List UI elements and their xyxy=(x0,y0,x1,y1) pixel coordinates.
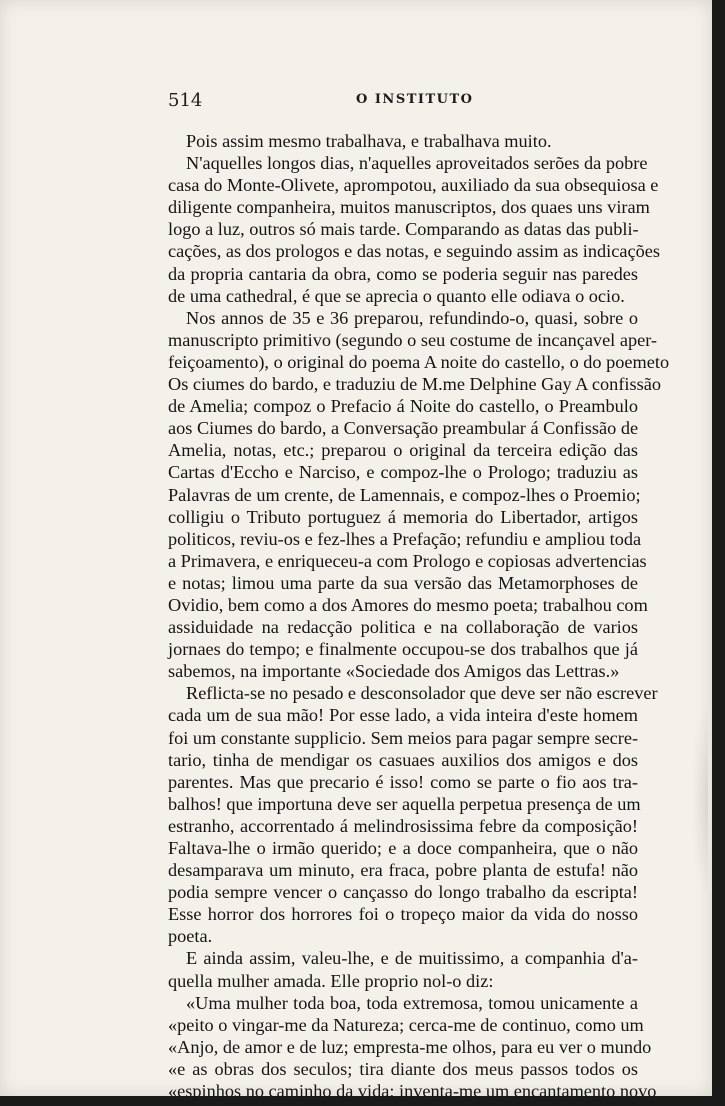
text-line: de Amelia; compoz o Prefacio á Noite do castello, o Preambulo xyxy=(168,396,638,417)
text-line: «peito o vingar-me da Natureza; cerca-me de continuo, como um xyxy=(168,1014,644,1035)
text-line: assiduidade na redacção politica e na collaboração de varios xyxy=(168,617,638,638)
text-line: colligiu o Tributo portuguez á memoria do Libertador, artigos xyxy=(168,506,638,527)
text-line: E ainda assim, valeu-lhe, e de muitissimo, a companhia d'a- xyxy=(186,948,638,969)
text-line: poeta. xyxy=(168,926,213,947)
text-line: Amelia, notas, etc.; preparou o original da terceira edição das xyxy=(168,440,638,461)
text-line: parentes. Mas que precario é isso! como se parte o fio aos tra- xyxy=(168,771,638,792)
text-line: «e as obras dos seculos; tira diante dos meus passos todos os xyxy=(168,1058,638,1079)
text-line: diligente companheira, muitos manuscriptos, dos quaes uns viram xyxy=(168,197,650,218)
page-header xyxy=(168,90,638,114)
text-line: a Primavera, e enriqueceu-a com Prologo e copiosas advertencias xyxy=(168,550,647,571)
text-line: balhos! que importuna deve ser aquella perpetua presença de um xyxy=(168,793,641,814)
text-line: sabemos, na importante «Sociedade dos Amigos das Lettras.» xyxy=(168,661,620,682)
text-line: Os ciumes do bardo, e traduziu de M.me Delphine Gay A confissão xyxy=(168,374,661,395)
body-text xyxy=(168,130,670,1102)
text-line: Palavras de um crente, de Lamennais, e compoz-lhes o Proemio; xyxy=(168,484,641,505)
text-line: manuscripto primitivo (segundo o seu costume de incançavel aper- xyxy=(168,329,658,350)
text-line: Faltava-lhe o irmão querido; e a doce companheira, que o não xyxy=(168,838,638,858)
text-line: foi um constante supplicio. Sem meios para pagar sempre secre- xyxy=(168,727,639,748)
text-line: feiçoamento), o original do poema A noite do castello, o do poemeto xyxy=(168,351,670,372)
text-line: de uma cathedral, é que se aprecia o quanto elle odiava o ocio. xyxy=(168,285,625,306)
text-line: desamparava um minuto, era fraca, pobre planta de estufa! não xyxy=(168,860,638,881)
text-line: politicos, reviu-os e fez-lhes a Prefação; refundiu e ampliou toda xyxy=(168,528,642,549)
text-line: Ovidio, bem como a dos Amores do mesmo poeta; trabalhou com xyxy=(168,594,648,615)
text-line: estranho, accorrentado á melindrosissima febre da composição! xyxy=(168,815,638,836)
text-line: casa do Monte-Olivete, aprompotou, auxiliado da sua obsequiosa e xyxy=(168,175,659,196)
text-line: Esse horror dos horrores foi o tropeço maior da vida do nosso xyxy=(168,904,638,925)
running-title: O INSTITUTO xyxy=(356,92,474,107)
text-line: Cartas d'Eccho e Narciso, e compoz-lhe o Prologo; traduziu as xyxy=(168,462,638,483)
text-line: e notas; limou uma parte da sua versão das Metamorphoses de xyxy=(168,572,638,593)
text-line: «Uma mulher toda boa, toda extremosa, tomou unicamente a xyxy=(186,992,638,1013)
text-line: da propria cantaria da obra, como se poderia seguir nas paredes xyxy=(168,263,638,284)
text-line: podia sempre vencer o cançasso do longo trabalho da escripta! xyxy=(168,882,638,903)
text-line: Reflicta-se no pesado e desconsolador que deve ser não escrever xyxy=(186,683,658,704)
page-number: 514 xyxy=(168,90,203,111)
text-line: «espinhos no caminho da vida; inventa-me um encantamento novo xyxy=(168,1081,657,1102)
text-line: cações, as dos prologos e das notas, e seguindo assim as indicações xyxy=(168,241,660,262)
text-line: quella mulher amada. Elle proprio nol-o diz: xyxy=(168,970,494,991)
text-line: N'aquelles longos dias, n'aquelles aproveitados serões da pobre xyxy=(186,153,648,174)
page-smudge xyxy=(690,700,708,900)
text-line: «Anjo, de amor e de luz; empresta-me olhos, para eu ver o mundo xyxy=(168,1036,652,1057)
text-line: tario, tinha de mendigar os casuaes auxilios dos amigos e dos xyxy=(168,749,638,770)
text-line: logo a luz, outros só mais tarde. Comparando as datas das publi- xyxy=(168,219,639,240)
text-line: Nos annos de 35 e 36 preparou, refundindo-o, quasi, sobre o xyxy=(186,307,638,328)
text-line: jornaes do tempo; e finalmente occupou-se dos trabalhos que já xyxy=(168,639,638,660)
text-line: Pois assim mesmo trabalhava, e trabalhava muito. xyxy=(186,131,552,151)
text-line: aos Ciumes do bardo, a Conversação preambular á Confissão de xyxy=(168,418,639,439)
text-line: cada um de sua mão! Por esse lado, a vida inteira d'este homem xyxy=(168,705,638,726)
